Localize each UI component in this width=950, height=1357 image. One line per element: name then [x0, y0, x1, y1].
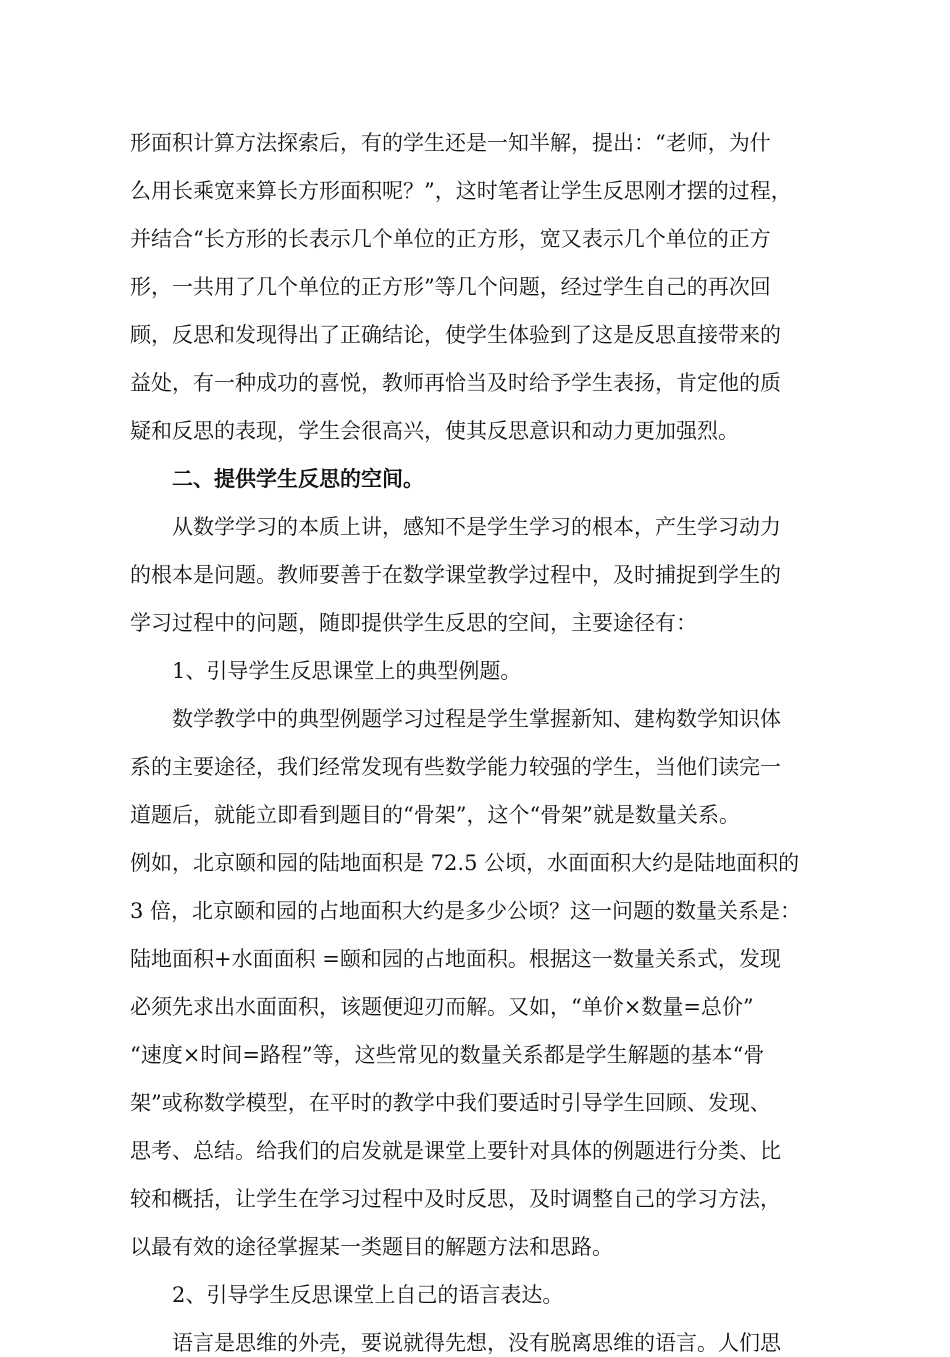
body-text-line: “速度×时间=路程”等，这些常见的数量关系都是学生解题的基本“骨	[130, 1043, 765, 1067]
body-text-line: 较和概括，让学生在学习过程中及时反思，及时调整自己的学习方法，	[130, 1187, 781, 1211]
body-text-line: 形面积计算方法探索后，有的学生还是一知半解，提出：“老师，为什	[130, 131, 771, 155]
body-text-line: 么用长乘宽来算长方形面积呢？”，这时笔者让学生反思刚才摆的过程，	[130, 179, 792, 203]
body-text-line: 学习过程中的问题，随即提供学生反思的空间，主要途径有：	[130, 611, 697, 635]
body-text-line: 必须先求出水面面积，该题便迎刃而解。又如，“单价×数量=总价”	[130, 995, 754, 1019]
body-text-line: 陆地面积+水面面积 =颐和园的占地面积。根据这一数量关系式，发现	[130, 947, 781, 971]
body-text-line: 架”或称数学模型，在平时的教学中我们要适时引导学生回顾、发现、	[130, 1091, 771, 1115]
body-text-line: 3 倍，北京颐和园的占地面积大约是多少公顷？这一问题的数量关系是：	[130, 899, 802, 923]
body-text-line: 例如，北京颐和园的陆地面积是 72.5 公顷，水面面积大约是陆地面积的	[130, 851, 800, 875]
body-text-line: 以最有效的途径掌握某一类题目的解题方法和思路。	[130, 1235, 613, 1259]
body-text-line: 系的主要途径，我们经常发现有些数学能力较强的学生，当他们读完一	[130, 755, 781, 779]
body-text-line: 益处，有一种成功的喜悦，教师再恰当及时给予学生表扬，肯定他的质	[130, 371, 781, 395]
body-text-line: 形，一共用了几个单位的正方形”等几个问题，经过学生自己的再次回	[130, 275, 771, 299]
body-text-line: 思考、总结。给我们的启发就是课堂上要针对具体的例题进行分类、比	[130, 1139, 781, 1163]
body-text-line: 顾，反思和发现得出了正确结论，使学生体验到了这是反思直接带来的	[130, 323, 781, 347]
section-heading: 二、提供学生反思的空间。	[172, 466, 424, 491]
paragraph-first-line: 语言是思维的外壳，要说就得先想，没有脱离思维的语言。人们思	[172, 1331, 781, 1355]
paragraph-first-line: 从数学学习的本质上讲，感知不是学生学习的根本，产生学习动力	[172, 515, 781, 539]
subsection-heading: 2、引导学生反思课堂上自己的语言表达。	[172, 1283, 564, 1307]
body-text-line: 疑和反思的表现，学生会很高兴，使其反思意识和动力更加强烈。	[130, 419, 739, 443]
paragraph-first-line: 数学教学中的典型例题学习过程是学生掌握新知、建构数学知识体	[172, 707, 781, 731]
body-text-line: 的根本是问题。教师要善于在数学课堂教学过程中，及时捕捉到学生的	[130, 563, 781, 587]
subsection-heading: 1、引导学生反思课堂上的典型例题。	[172, 659, 522, 683]
body-text-line: 并结合“长方形的长表示几个单位的正方形，宽又表示几个单位的正方	[130, 227, 771, 251]
body-text-line: 道题后，就能立即看到题目的“骨架”，这个“骨架”就是数量关系。	[130, 803, 740, 827]
